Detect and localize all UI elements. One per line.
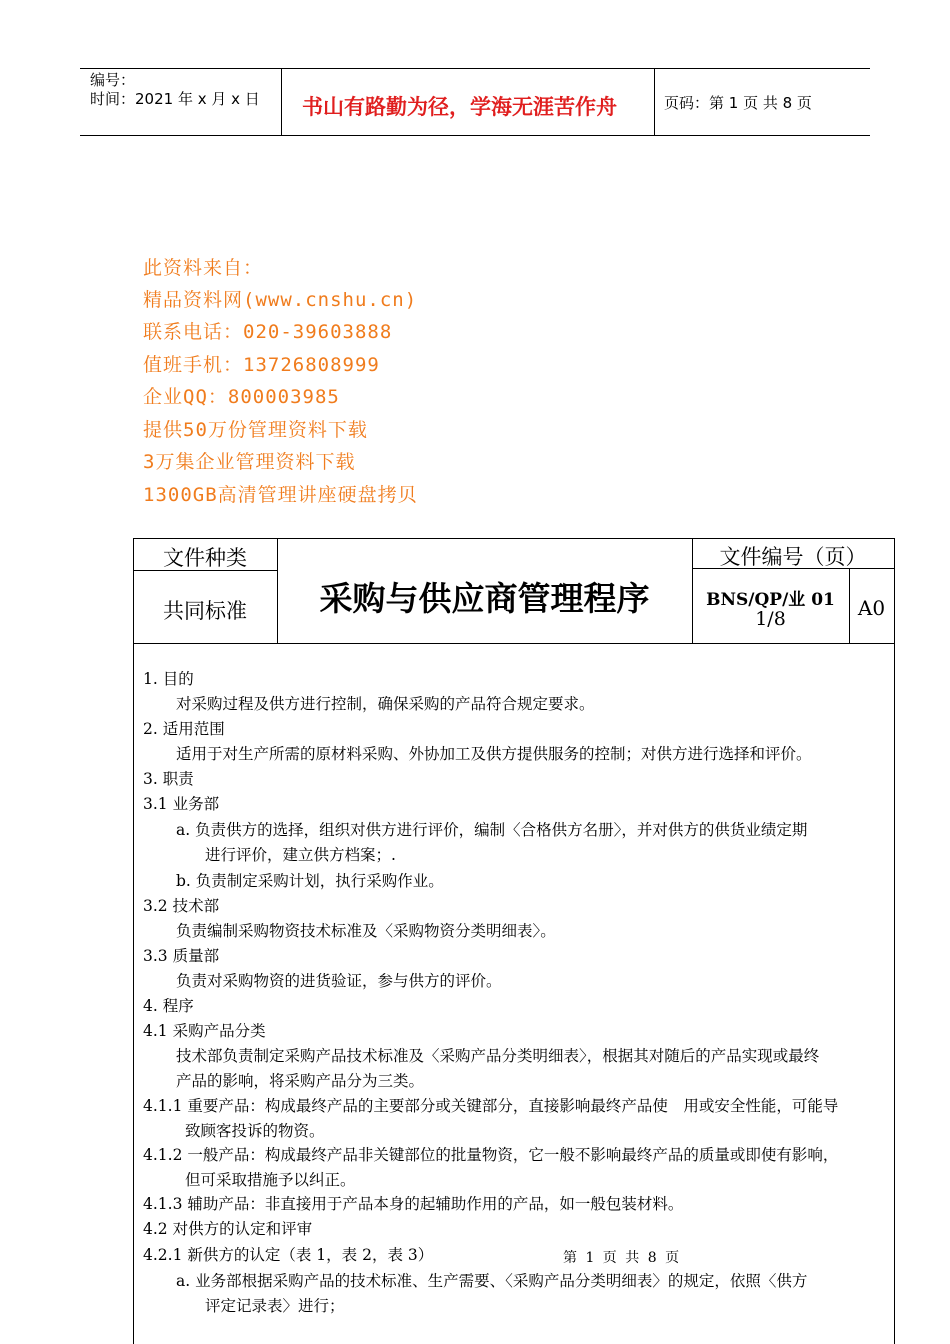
subsection-heading: 3.2 技术部 — [143, 897, 220, 915]
source-line: 此资料来自： — [143, 257, 264, 279]
list-item-continuation: 评定记录表〉进行； — [205, 1297, 345, 1315]
source-line: 精品资料网(www.cnshu.cn) — [143, 289, 418, 311]
table-rule — [133, 538, 895, 539]
body-paragraph: 技术部负责制定采购产品技术标准及〈采购产品分类明细表〉，根据其对随后的产品实现或最终 — [176, 1047, 820, 1065]
subsection-heading: 4.1 采购产品分类 — [143, 1022, 266, 1040]
doc-category-label: 文件种类 — [163, 546, 247, 570]
body-paragraph: 负责对采购物资的进货验证，参与供方的评价。 — [176, 972, 502, 990]
source-line: 1300GB高清管理讲座硬盘拷贝 — [143, 484, 418, 506]
doc-code-label: 文件编号（页） — [719, 545, 867, 569]
body-paragraph: 4.1.1 重要产品：构成最终产品的主要部分或关键部分，直接影响最终产品使 用或安全性能，可能导 — [143, 1097, 839, 1115]
section-heading: 3. 职责 — [143, 770, 194, 788]
doc-version: A0 — [857, 596, 886, 620]
header-divider-left — [281, 68, 282, 135]
list-item: b. 负责制定采购计划，执行采购作业。 — [176, 872, 444, 890]
header-number-label: 编号： — [90, 71, 136, 89]
body-paragraph: 4.1.2 一般产品：构成最终产品非关键部位的批量物资，它一般不影响最终产品的质量或即使有影响， — [143, 1146, 839, 1164]
doc-page-value: 1/8 — [755, 608, 786, 630]
body-paragraph: 负责编制采购物资技术标准及〈采购物资分类明细表〉。 — [176, 922, 556, 940]
doc-category-value: 共同标准 — [163, 599, 247, 623]
source-line: 联系电话：020-39603888 — [143, 321, 393, 343]
body-paragraph: 产品的影响，将采购产品分为三类。 — [176, 1072, 425, 1090]
list-item-continuation: 进行评价，建立供方档案；. — [205, 846, 396, 864]
source-line: 值班手机：13726808999 — [143, 354, 380, 376]
list-item: a. 业务部根据采购产品的技术标准、生产需要、〈采购产品分类明细表〉的规定，依照〈供方 — [176, 1272, 808, 1290]
list-item: a. 负责供方的选择，组织对供方进行评价，编制〈合格供方名册〉，并对供方的供货业绩定期 — [176, 821, 808, 839]
section-heading: 4. 程序 — [143, 997, 194, 1015]
header-bottom-rule — [80, 135, 870, 136]
header-page-info: 页码：第 1 页 共 8 页 — [664, 94, 812, 112]
header-top-rule — [80, 68, 870, 69]
table-rule — [133, 643, 895, 644]
table-rule — [133, 538, 134, 1344]
page-footer: 第 1 页 共 8 页 — [563, 1250, 682, 1266]
subsection-heading: 4.2 对供方的认定和评审 — [143, 1220, 313, 1238]
body-paragraph: 但可采取措施予以纠正。 — [185, 1171, 356, 1189]
body-paragraph: 4.1.3 辅助产品：非直接用于产品本身的起辅助作用的产品，如一般包装材料。 — [143, 1195, 684, 1213]
section-heading: 1. 目的 — [143, 670, 194, 688]
section-heading: 2. 适用范围 — [143, 720, 225, 738]
table-rule — [894, 538, 895, 1344]
subsection-heading: 3.3 质量部 — [143, 947, 220, 965]
subsection-heading: 4.2.1 新供方的认定（表 1，表 2，表 3） — [143, 1246, 434, 1264]
body-paragraph: 适用于对生产所需的原材料采购、外协加工及供方提供服务的控制；对供方进行选择和评价。 — [176, 745, 812, 763]
source-line: 企业QQ：800003985 — [143, 386, 340, 408]
doc-title: 采购与供应商管理程序 — [319, 579, 650, 618]
source-line: 3万集企业管理资料下载 — [143, 451, 356, 473]
header-divider-right — [654, 68, 655, 135]
header-motto: 书山有路勤为径，学海无涯苦作舟 — [302, 95, 617, 119]
source-line: 提供50万份管理资料下载 — [143, 419, 368, 441]
header-time-label: 时间：2021 年 x 月 x 日 — [90, 90, 260, 108]
body-paragraph: 对采购过程及供方进行控制，确保采购的产品符合规定要求。 — [176, 695, 595, 713]
doc-code-value: BNS/QP/业 01 — [706, 590, 835, 610]
body-paragraph: 致顾客投诉的物资。 — [185, 1122, 325, 1140]
subsection-heading: 3.1 业务部 — [143, 795, 220, 813]
